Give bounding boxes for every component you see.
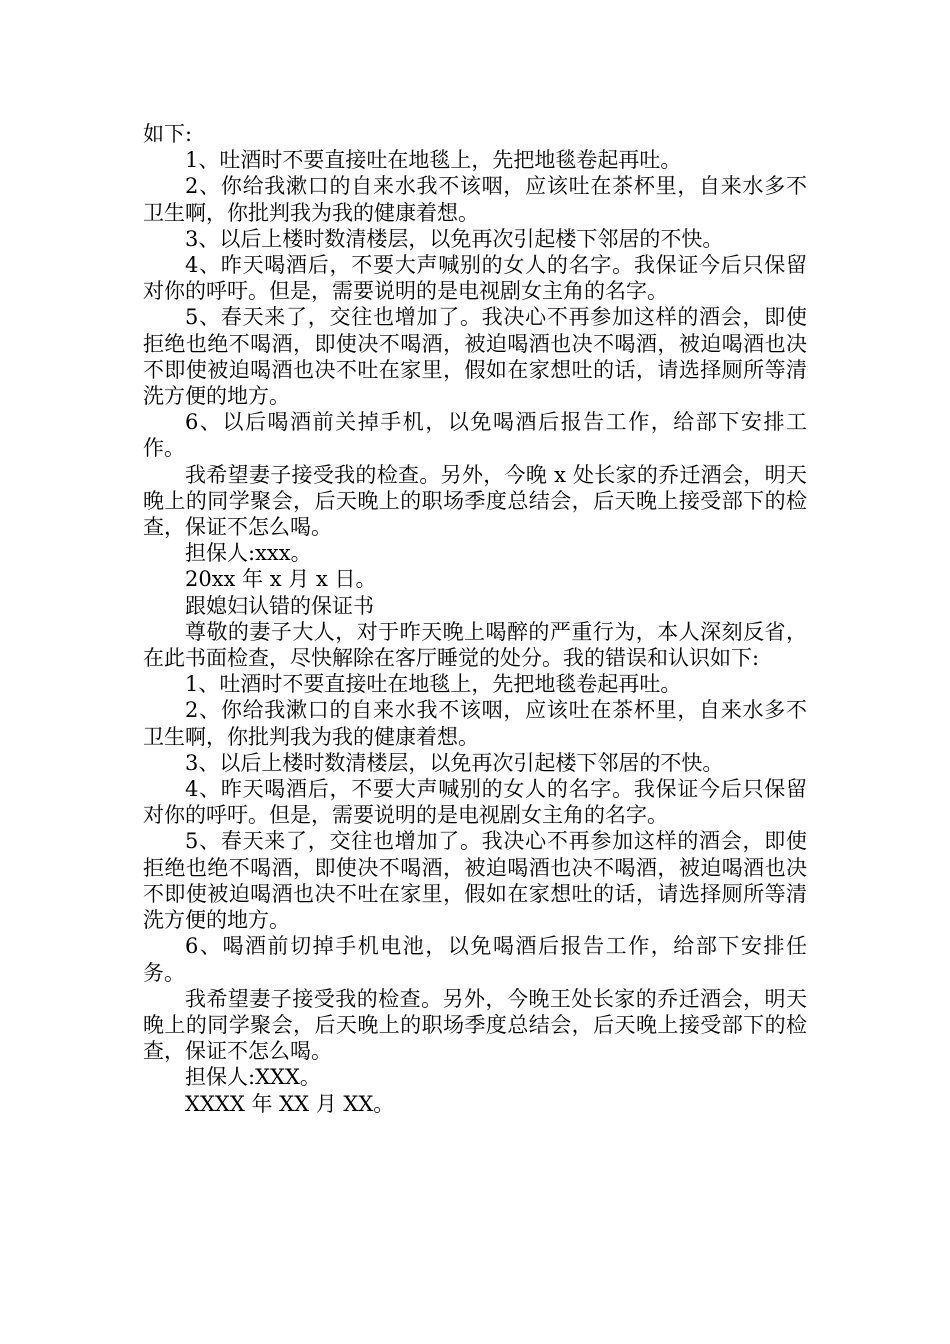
paragraph: 我希望妻子接受我的检查。另外，今晚 x 处长家的乔迁酒会，明天晚上的同学聚会，后天晚上的职场季度总结会，后天晚上接受部下的检查，保证不怎么喝。: [143, 462, 807, 540]
guarantor-line: 担保人:XXX。: [185, 1065, 321, 1090]
list-item: 1、吐酒时不要直接吐在地毯上，先把地毯卷起再吐。: [185, 148, 682, 173]
list-item: 3、以后上楼时数清楼层，以免再次引起楼下邻居的不快。: [185, 750, 724, 775]
section-title: 跟媳妇认错的保证书: [185, 593, 374, 618]
list-item: 2、你给我漱口的自来水我不该咽，应该吐在茶杯里，自来水多不卫生啊，你批判我为我的健康着想。: [143, 174, 807, 225]
list-item: 6、喝酒前切掉手机电池，以免喝酒后报告工作，给部下安排任务。: [143, 934, 807, 985]
paragraph: 尊敬的妻子大人，对于昨天晚上喝醉的严重行为，本人深刻反省，在此书面检查，尽快解除在客厅睡觉的处分。我的错误和认识如下:: [143, 619, 807, 671]
list-item: 4、昨天喝酒后，不要大声喊别的女人的名字。我保证今后只保留对你的呼吁。但是，需要说明的是电视剧女主角的名字。: [143, 777, 807, 828]
list-item: 3、以后上楼时数清楼层，以免再次引起楼下邻居的不快。: [185, 226, 724, 251]
list-item: 1、吐酒时不要直接吐在地毯上，先把地毯卷起再吐。: [185, 672, 682, 697]
paragraph: 我希望妻子接受我的检查。另外，今晚王处长家的乔迁酒会，明天晚上的同学聚会，后天晚上的职场季度总结会，后天晚上接受部下的检查，保证不怎么喝。: [143, 986, 807, 1064]
list-item: 4、昨天喝酒后，不要大声喊别的女人的名字。我保证今后只保留对你的呼吁。但是，需要说明的是电视剧女主角的名字。: [143, 253, 807, 304]
document-body: [143, 121, 807, 1117]
list-item: 5、春天来了，交往也增加了。我决心不再参加这样的酒会，即使拒绝也绝不喝酒，即使决不喝酒，被迫喝酒也决不喝酒，被迫喝酒也决不即使被迫喝酒也决不吐在家里，假如在家想吐的话，请选择厕所等清洗方便的地方。: [143, 829, 807, 933]
date-line: 20xx 年 x 月 x 日。: [185, 567, 377, 592]
guarantor-line: 担保人:xxx。: [185, 541, 312, 566]
list-item: 2、你给我漱口的自来水我不该咽，应该吐在茶杯里，自来水多不卫生啊，你批判我为我的健康着想。: [143, 698, 807, 749]
list-item: 6、以后喝酒前关掉手机，以免喝酒后报告工作，给部下安排工作。: [143, 410, 807, 461]
paragraph-continuation: 如下:: [143, 122, 193, 146]
date-line: XXXX 年 XX 月 XX。: [185, 1091, 395, 1116]
list-item: 5、春天来了，交往也增加了。我决心不再参加这样的酒会，即使拒绝也绝不喝酒，即使决不喝酒，被迫喝酒也决不喝酒，被迫喝酒也决不即使被迫喝酒也决不吐在家里，假如在家想吐的话，请选择厕所等清洗方便的地方。: [143, 305, 807, 409]
